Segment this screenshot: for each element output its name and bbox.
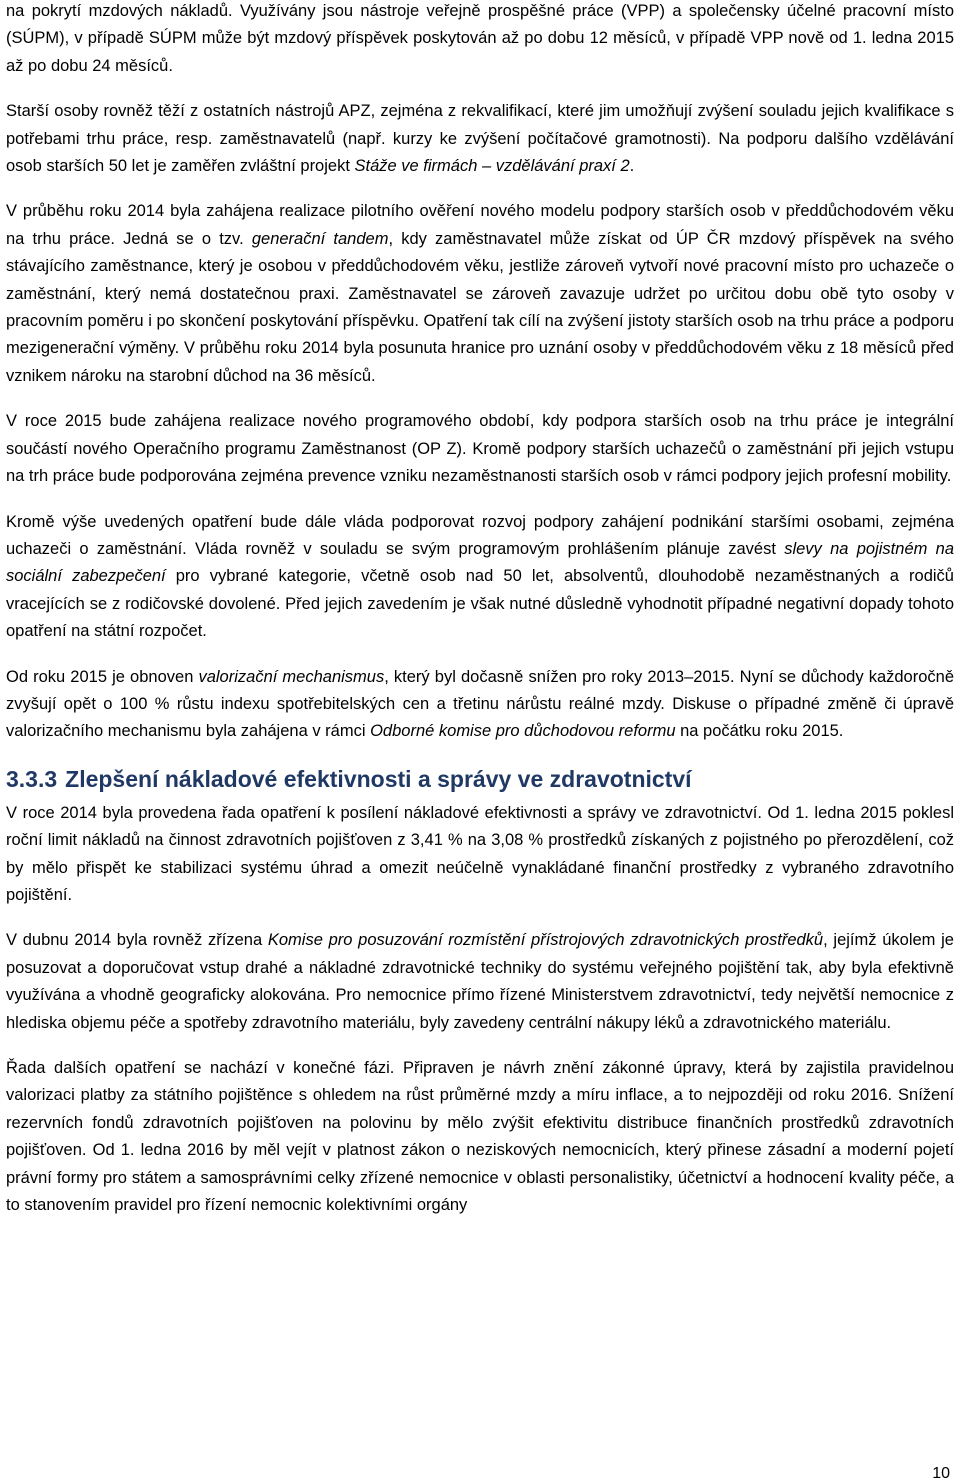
paragraph-text: Od roku 2015 je obnoven: [6, 667, 199, 686]
italic-text: valorizační mechanismus: [198, 667, 385, 686]
paragraph: [6, 198, 954, 390]
paragraph-text: Řada dalších opatření se nachází v konečné fázi. Připraven je návrh znění zákonné úpravy, která by zajistila pravidelnou valorizaci platby za státního pojištěnce s ohledem na růst průměrné mzdy a míru inflace, a to nejpozději od roku 2016. Snížení rezervních fondů zdravotních pojišťoven na polovinu by mělo zvýšit efektivitu distribuce finančních prostředků zdravotních pojišťoven. Od 1. ledna 2016 by měl vejít v platnost zákon o neziskových nemocnicích, který přinese zásadní a moderní pojetí právní formy pro státem a samosprávními celky zřízené nemocnice v oblasti personalistiky, účetnictví a hodnocení kvality péče, a to stanovením pravidel pro řízení nemocnic kolektivními orgány: [6, 1059, 954, 1215]
paragraph-text: na počátku roku 2015.: [675, 722, 844, 741]
paragraph-text: V dubnu 2014 byla rovněž zřízena: [6, 931, 268, 950]
paragraph: [6, 509, 954, 646]
paragraphs-before-heading: [6, 0, 954, 746]
italic-text: generační tandem: [251, 229, 389, 248]
paragraph-text: .: [629, 157, 635, 176]
italic-text: Stáže ve firmách – vzdělávání praxí 2: [354, 157, 630, 176]
paragraphs-after-heading: [6, 800, 954, 1220]
paragraph: [6, 664, 954, 746]
paragraph-text: pro vybrané kategorie, včetně osob nad 50 let, absolventů, dlouhodobě nezaměstnaných a rodičů vracejících se z rodičovské dovolené. Před jejich zavedením je však nutné důsledně vyhodnotit případné negativní dopady tohoto opatření na státní rozpočet.: [6, 567, 954, 641]
paragraph: [6, 98, 954, 180]
italic-text: Odborné komise pro důchodovou reformu: [370, 722, 676, 741]
paragraph: [6, 0, 954, 80]
paragraph-text: Kromě výše uvedených opatření bude dále vláda podporovat rozvoj podpory zahájení podnikání staršími osobami, zejména uchazeči o zaměstnání. Vláda rovněž v souladu se svým programovým prohlášením plánuje zavést: [6, 512, 954, 558]
paragraph-text: , který byl dočasně snížen pro roky 2013–2015. Nyní se důchody každoročně zvyšují opět o 100 % růstu indexu spotřebitelských cen a třetinu nárůstu reálné mzdy. Diskuse o případné změně či úpravě valorizačního mechanismu byla zahájena v rámci: [6, 667, 954, 741]
paragraph-text: Starší osoby rovněž těží z ostatních nástrojů APZ, zejména z rekvalifikací, které jim umožňují zvýšení souladu jejich kvalifikace s potřebami trhu práce, resp. zaměstnavatelů (např. kurzy ke zvýšení počítačové gramotnosti). Na podporu dalšího vzdělávání osob starších 50 let je zaměřen zvláštní projekt: [6, 102, 954, 176]
paragraph-text: , jejímž úkolem je posuzovat a doporučovat vstup drahé a nákladné zdravotnické techniky do systému veřejného pojištění tak, aby byla efektivně využívána a vhodně geograficky alokována. Pro nemocnice přímo řízené Ministerstvem zdravotnictví, tedy největší nemocnice z hlediska objemu péče a spotřeby zdravotního materiálu, byly zavedeny centrální nákupy léků a zdravotnického materiálu.: [6, 931, 954, 1032]
document-page: [6, 0, 954, 1237]
italic-text: slevy na pojistném na sociální zabezpečení: [6, 539, 955, 586]
paragraph: [6, 408, 954, 490]
paragraph: [6, 800, 954, 910]
page-number: 10: [932, 1465, 950, 1482]
paragraph-text: V průběhu roku 2014 byla zahájena realizace pilotního ověření nového modelu podpory starších osob v předdůchodovém věku na trhu práce. Jedná se o tzv.: [6, 202, 954, 248]
paragraph-text: V roce 2015 bude zahájena realizace nového programového období, kdy podpora starších osob na trhu práce je integrální součástí nového Operačního programu Zaměstnanost (OP Z). Kromě podpory starších uchazečů o zaměstnání při jejich vstupu na trh práce bude podporována zejména prevence vzniku nezaměstnanosti starších osob v rámci podpory jejich profesní mobility.: [6, 412, 954, 486]
italic-text: Komise pro posuzování rozmístění přístrojových zdravotnických prostředků: [267, 931, 824, 950]
paragraph: [6, 927, 954, 1037]
paragraph-text: na pokrytí mzdových nákladů. Využívány jsou nástroje veřejně prospěšné práce (VPP) a společensky účelné pracovní místo (SÚPM), v případě SÚPM může být mzdový příspěvek poskytován až po dobu 12 měsíců, v případě VPP nově od 1. ledna 2015 až po dobu 24 měsíců.: [6, 2, 954, 75]
paragraph: [6, 1055, 954, 1219]
section-title: Zlepšení nákladové efektivnosti a správy ve zdravotnictví: [65, 765, 692, 792]
section-heading: [6, 764, 954, 794]
paragraph-text: , kdy zaměstnavatel může získat od ÚP ČR mzdový příspěvek na svého stávajícího zaměstnance, který je osobou v předdůchodovém věku, jestliže zároveň vytvoří nové pracovní místo pro uchazeče o zaměstnání, který nemá dostatečnou praxi. Zaměstnavatel se zároveň zavazuje udržet po určitou dobu obě tyto osoby v pracovním poměru i po skončení poskytování příspěvku. Opatření tak cílí na zvýšení jistoty starších osob na trhu práce a podporu mezigenerační výměny. V průběhu roku 2014 byla posunuta hranice pro uznání osoby v předdůchodovém věku z 18 měsíců před vznikem nároku na starobní důchod na 36 měsíců.: [6, 229, 954, 385]
paragraph-text: V roce 2014 byla provedena řada opatření k posílení nákladové efektivnosti a správy ve zdravotnictví. Od 1. ledna 2015 poklesl roční limit nákladů na činnost zdravotních pojišťoven z 3,41 % na 3,08 % prostředků získaných z pojistného po přerozdělení, což by mělo přispět ke stabilizaci systému úhrad a omezit neúčelně vynakládané finanční prostředky z vybraného zdravotního pojištění.: [6, 803, 954, 904]
section-number: 3.3.3: [6, 765, 58, 792]
